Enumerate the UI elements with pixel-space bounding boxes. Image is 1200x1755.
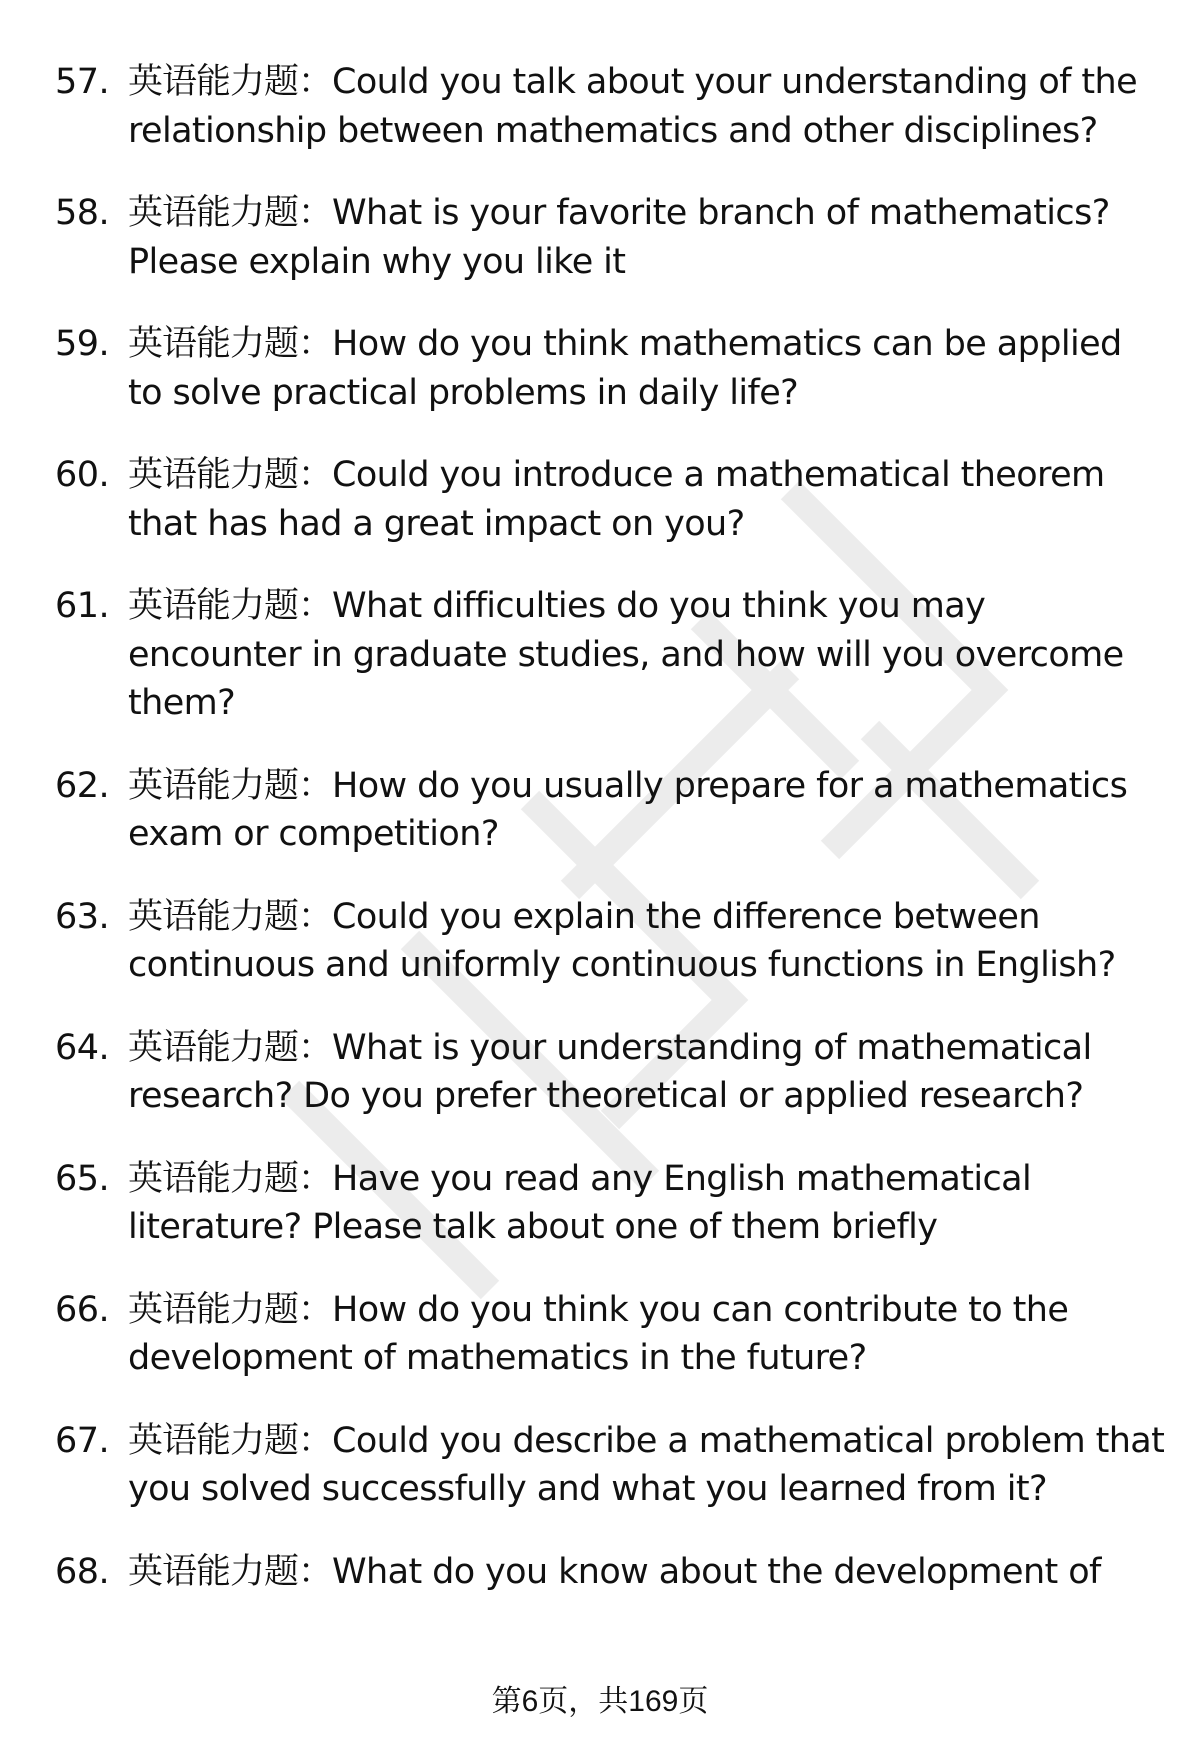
question-label: 英语能力题： [128, 62, 333, 102]
question-number: 60. [55, 455, 110, 495]
question-number: 66. [55, 1289, 110, 1330]
question-label: 英语能力题： [128, 896, 333, 937]
question-number: 61. [55, 586, 110, 626]
question-item [55, 1024, 1165, 1121]
question-number: 59. [55, 324, 110, 364]
question-number: 58. [55, 193, 110, 233]
question-text: Have you read any English mathematical literature? Please talk about one of them briefly [128, 1158, 1032, 1247]
question-text: Could you introduce a mathematical theorem that has had a great impact on you? [128, 455, 1105, 544]
question-text: Could you describe a mathematical problem that you solved successfully and what you learned from it? [128, 1420, 1165, 1509]
question-text: Could you explain the difference between continuous and uniformly continuous functions in English? [128, 896, 1116, 985]
question-label: 英语能力题： [128, 1420, 333, 1461]
question-item [55, 1417, 1165, 1514]
question-text: What do you know about the development of [332, 1551, 1101, 1592]
question-item [55, 582, 1165, 728]
question-item [55, 189, 1165, 286]
question-label: 英语能力题： [128, 1158, 333, 1199]
question-label: 英语能力题： [128, 1027, 333, 1068]
question-item [55, 1548, 1165, 1597]
question-item [55, 451, 1165, 548]
question-label: 英语能力题： [128, 586, 333, 626]
question-number: 67. [55, 1420, 110, 1461]
question-number: 57. [55, 62, 110, 102]
question-label: 英语能力题： [128, 1289, 333, 1330]
question-item [55, 893, 1165, 990]
question-text: How do you think you can contribute to the development of mathematics in the future? [128, 1289, 1069, 1378]
question-item [55, 762, 1165, 859]
question-label: 英语能力题： [128, 324, 333, 364]
page-footer: 第6页，共169页 [491, 1685, 709, 1718]
question-text: What is your understanding of mathematical research? Do you prefer theoretical or applied research? [128, 1027, 1092, 1116]
question-item [55, 1155, 1165, 1252]
question-number: 62. [55, 765, 110, 806]
question-list [55, 58, 1165, 1630]
question-text: Could you talk about your understanding of the relationship between mathematics and other disciplines? [128, 62, 1138, 151]
question-text: How do you think mathematics can be applied to solve practical problems in daily life? [128, 324, 1122, 413]
question-item [55, 58, 1165, 155]
question-text: What difficulties do you think you may encounter in graduate studies, and how will you overcome them? [128, 586, 1124, 723]
question-label: 英语能力题： [128, 455, 333, 495]
question-label: 英语能力题： [128, 193, 333, 233]
question-number: 65. [55, 1158, 110, 1199]
question-number: 64. [55, 1027, 110, 1068]
question-number: 63. [55, 896, 110, 937]
question-item [55, 320, 1165, 417]
question-text: How do you usually prepare for a mathematics exam or competition? [128, 765, 1128, 854]
question-number: 68. [55, 1551, 110, 1592]
question-item [55, 1286, 1165, 1383]
question-label: 英语能力题： [128, 765, 333, 806]
question-label: 英语能力题： [128, 1551, 333, 1592]
question-text: What is your favorite branch of mathematics? Please explain why you like it [128, 193, 1110, 282]
